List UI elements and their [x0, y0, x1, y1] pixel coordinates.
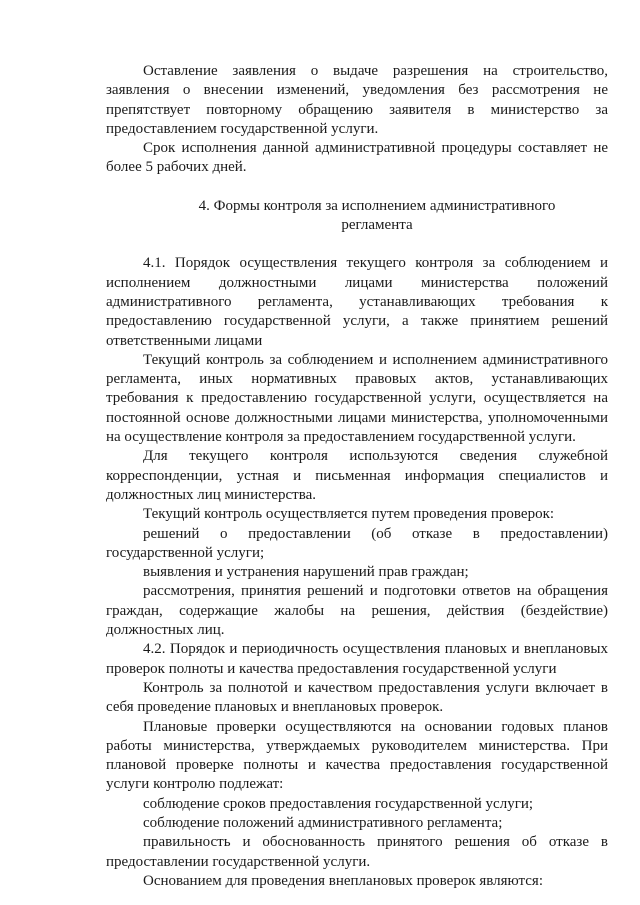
list-item-refusal-validity: правильность и обоснованность принятого решения об отказе в предоставлении государственной услуги. — [106, 834, 608, 870]
list-item-deadlines: соблюдение сроков предоставления государственной услуги; — [143, 795, 534, 812]
list-item-violations: выявления и устранения нарушений прав граждан; — [143, 564, 469, 581]
paragraph-deadline: Срок исполнения данной административной процедуры составляет не более 5 рабочих дней. — [106, 140, 608, 176]
paragraph-quality-control: Контроль за полнотой и качеством предоставления услуги включает в себя проведение плановых и внеплановых проверок. — [106, 679, 608, 716]
paragraph-checks-intro: Текущий контроль осуществляется путем проведения проверок: — [143, 506, 555, 523]
list-item-complaints: рассмотрения, принятия решений и подготовки ответов на обращения граждан, содержащие жалобы на решения, действия (бездействие) должностных лиц. — [106, 583, 608, 639]
paragraph-control-sources: Для текущего контроля используются сведения служебной корреспонденции, устная и письменная информация специалистов и должностных лиц министерства. — [106, 448, 608, 503]
paragraph-4-1-title: 4.1. Порядок осуществления текущего контроля за соблюдением и исполнением должностными лицами министерства положений административного регламента, устанавливающих требования к предоставлению государственной услуги, а также принятием решений ответственными лицами — [106, 255, 608, 349]
paragraph-planned-checks: Плановые проверки осуществляются на основании годовых планов работы министерства, утверждаемых руководителем министерства. При плановой проверке полноты и качества предоставления государственной услуги контролю подлежат: — [106, 718, 608, 793]
list-item-decisions: решений о предоставлении (об отказе в предоставлении) государственной услуги; — [106, 525, 608, 561]
paragraph-4-2-title: 4.2. Порядок и периодичность осуществления плановых и внеплановых проверок полноты и качества предоставления государственной услуги — [106, 641, 608, 677]
paragraph-unplanned-grounds: Основанием для проведения внеплановых проверок являются: — [143, 872, 543, 889]
document-page — [106, 62, 608, 891]
paragraph-refusal-note: Оставление заявления о выдаче разрешения на строительство, заявления о внесении изменений, уведомления без рассмотрения не препятствует повторному обращению заявителя в министерство за предоставлением государственной услуги. — [106, 63, 608, 137]
paragraph-current-control: Текущий контроль за соблюдением и исполнением административного регламента, иных нормативных правовых актов, устанавливающих требования к предоставлению государственной услуги, осуществляется на постоянной основе должностными лицами министерства, уполномоченными на осуществление контроля за предоставлением государственной услуги. — [106, 351, 608, 446]
section-heading-line1: 4. Формы контроля за исполнением административного — [198, 197, 556, 214]
list-item-regulation: соблюдение положений административного регламента; — [143, 814, 503, 831]
section-heading-line2: регламента — [341, 217, 413, 234]
